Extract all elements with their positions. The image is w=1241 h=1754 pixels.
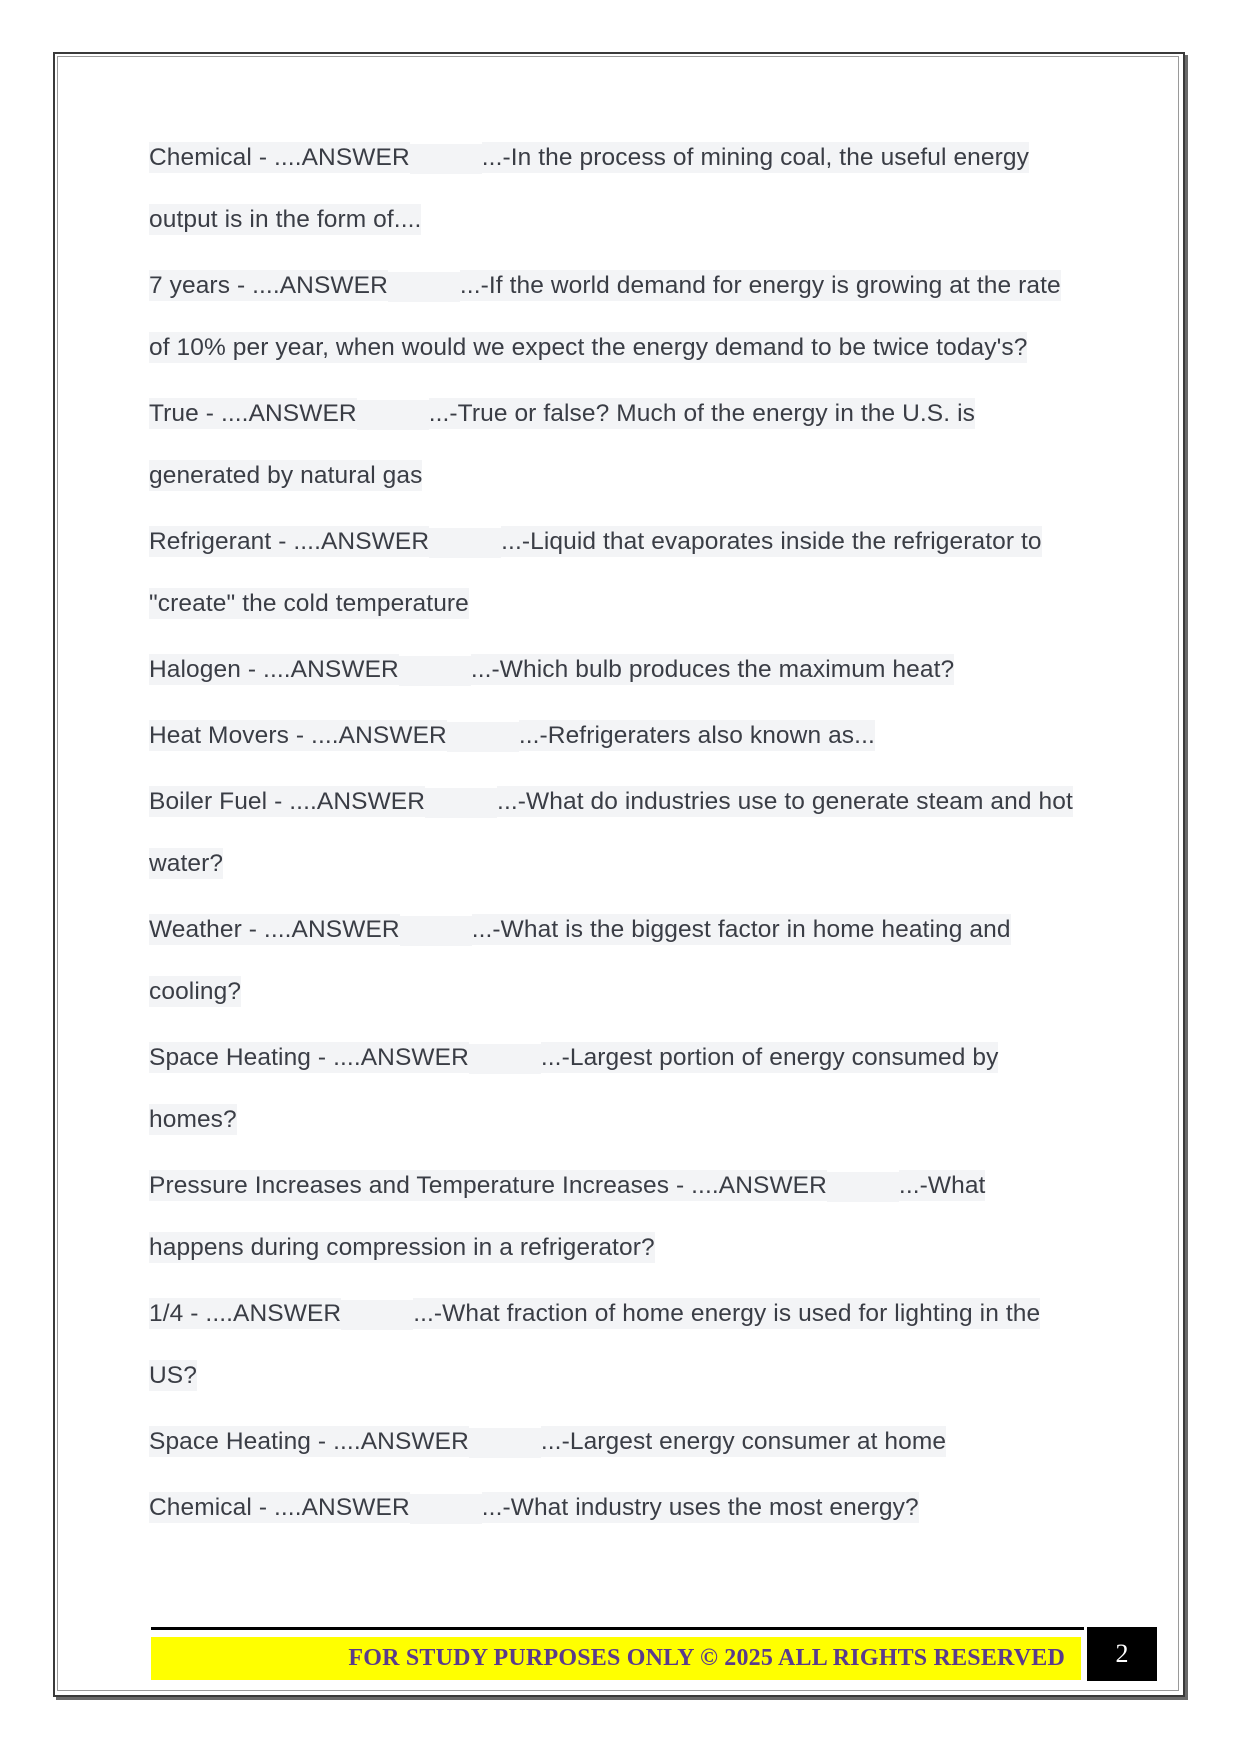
qa-line-2 [149, 1358, 1099, 1394]
qa-line-1 [149, 912, 1099, 948]
answer-text: 1/4 - ....ANSWER [149, 1300, 342, 1327]
question-text: ...-What industry uses the most energy? [481, 1494, 919, 1521]
highlight-gap [469, 1044, 541, 1074]
qa-line-2 [149, 846, 1099, 882]
qa-entry [149, 1168, 1099, 1266]
qa-line-1 [149, 1168, 1099, 1204]
answer-text: Pressure Increases and Temperature Increases - ....ANSWER [149, 1172, 827, 1199]
qa-list [149, 140, 1099, 1556]
qa-entry [149, 140, 1099, 238]
question-text: ...-Liquid that evaporates inside the refrigerator to [501, 528, 1042, 555]
qa-entry [149, 1040, 1099, 1138]
question-text: ...-Largest portion of energy consumed by [540, 1044, 999, 1071]
highlight-gap [827, 1172, 899, 1202]
answer-text: Boiler Fuel - ....ANSWER [149, 788, 426, 815]
question-text: ...-Which bulb produces the maximum heat? [470, 656, 955, 683]
question-text: ...-In the process of mining coal, the useful energy [481, 144, 1029, 171]
qa-entry [149, 1296, 1099, 1394]
qa-entry [149, 912, 1099, 1010]
highlight-gap [410, 144, 482, 174]
highlight-gap [357, 400, 429, 430]
qa-entry [149, 718, 1099, 754]
qa-line-1 [149, 1490, 1099, 1526]
qa-line-2 [149, 1102, 1099, 1138]
answer-text: Space Heating - ....ANSWER [149, 1428, 469, 1455]
highlight-gap [400, 916, 472, 946]
footer-banner [151, 1637, 1081, 1680]
qa-entry [149, 396, 1099, 494]
qa-line-2 [149, 974, 1099, 1010]
question-text: ...-What [898, 1172, 986, 1199]
answer-text: 7 years - ....ANSWER [149, 272, 388, 299]
answer-text: Space Heating - ....ANSWER [149, 1044, 469, 1071]
qa-line-2 [149, 586, 1099, 622]
answer-text: Weather - ....ANSWER [149, 916, 400, 943]
highlight-gap [399, 656, 471, 686]
qa-entry [149, 652, 1099, 688]
qa-line-1 [149, 1424, 1099, 1460]
qa-line-1 [149, 784, 1099, 820]
qa-line-1 [149, 1040, 1099, 1076]
qa-line-1 [149, 396, 1099, 432]
answer-text: Heat Movers - ....ANSWER [149, 722, 447, 749]
qa-entry [149, 524, 1099, 622]
question-continuation: US? [149, 1362, 197, 1389]
question-continuation: of 10% per year, when would we expect the energy demand to be twice today's? [149, 334, 1028, 361]
question-continuation: homes? [149, 1106, 237, 1133]
question-text: ...-If the world demand for energy is growing at the rate [459, 272, 1061, 299]
question-text: ...-Refrigeraters also known as... [518, 722, 875, 749]
qa-entry [149, 1424, 1099, 1460]
highlight-gap [341, 1300, 413, 1330]
answer-text: Refrigerant - ....ANSWER [149, 528, 430, 555]
question-continuation: output is in the form of.... [149, 206, 422, 233]
qa-line-2 [149, 202, 1099, 238]
question-continuation: happens during compression in a refrigerator? [149, 1234, 655, 1261]
qa-line-1 [149, 718, 1099, 754]
highlight-gap [410, 1494, 482, 1524]
question-continuation: cooling? [149, 978, 242, 1005]
answer-text: Chemical - ....ANSWER [149, 144, 410, 171]
question-text: ...-What fraction of home energy is used for lighting in the [413, 1300, 1041, 1327]
qa-entry [149, 1490, 1099, 1526]
question-text: ...-What do industries use to generate steam and hot [497, 788, 1073, 815]
answer-text: True - ....ANSWER [149, 400, 357, 427]
qa-entry [149, 268, 1099, 366]
highlight-gap [469, 1428, 541, 1458]
page-number: 2 [1087, 1627, 1157, 1681]
qa-line-1 [149, 524, 1099, 560]
question-text: ...-Largest energy consumer at home [540, 1428, 947, 1455]
qa-line-1 [149, 652, 1099, 688]
qa-line-2 [149, 1230, 1099, 1266]
answer-text: Chemical - ....ANSWER [149, 1494, 410, 1521]
footer-copyright: FOR STUDY PURPOSES ONLY © 2025 ALL RIGHTS RESERVED [348, 1645, 1065, 1671]
qa-entry [149, 784, 1099, 882]
question-text: ...-True or false? Much of the energy in the U.S. is [428, 400, 975, 427]
question-text: ...-What is the biggest factor in home heating and [471, 916, 1011, 943]
qa-line-1 [149, 268, 1099, 304]
highlight-gap [425, 788, 497, 818]
highlight-gap [429, 528, 501, 558]
answer-text: Halogen - ....ANSWER [149, 656, 399, 683]
question-continuation: generated by natural gas [149, 462, 423, 489]
highlight-gap [388, 272, 460, 302]
highlight-gap [447, 722, 519, 752]
question-continuation: water? [149, 850, 224, 877]
question-continuation: "create" the cold temperature [149, 590, 469, 617]
qa-line-1 [149, 140, 1099, 176]
qa-line-2 [149, 330, 1099, 366]
qa-line-2 [149, 458, 1099, 494]
qa-line-1 [149, 1296, 1099, 1332]
footer-rule [151, 1627, 1084, 1630]
